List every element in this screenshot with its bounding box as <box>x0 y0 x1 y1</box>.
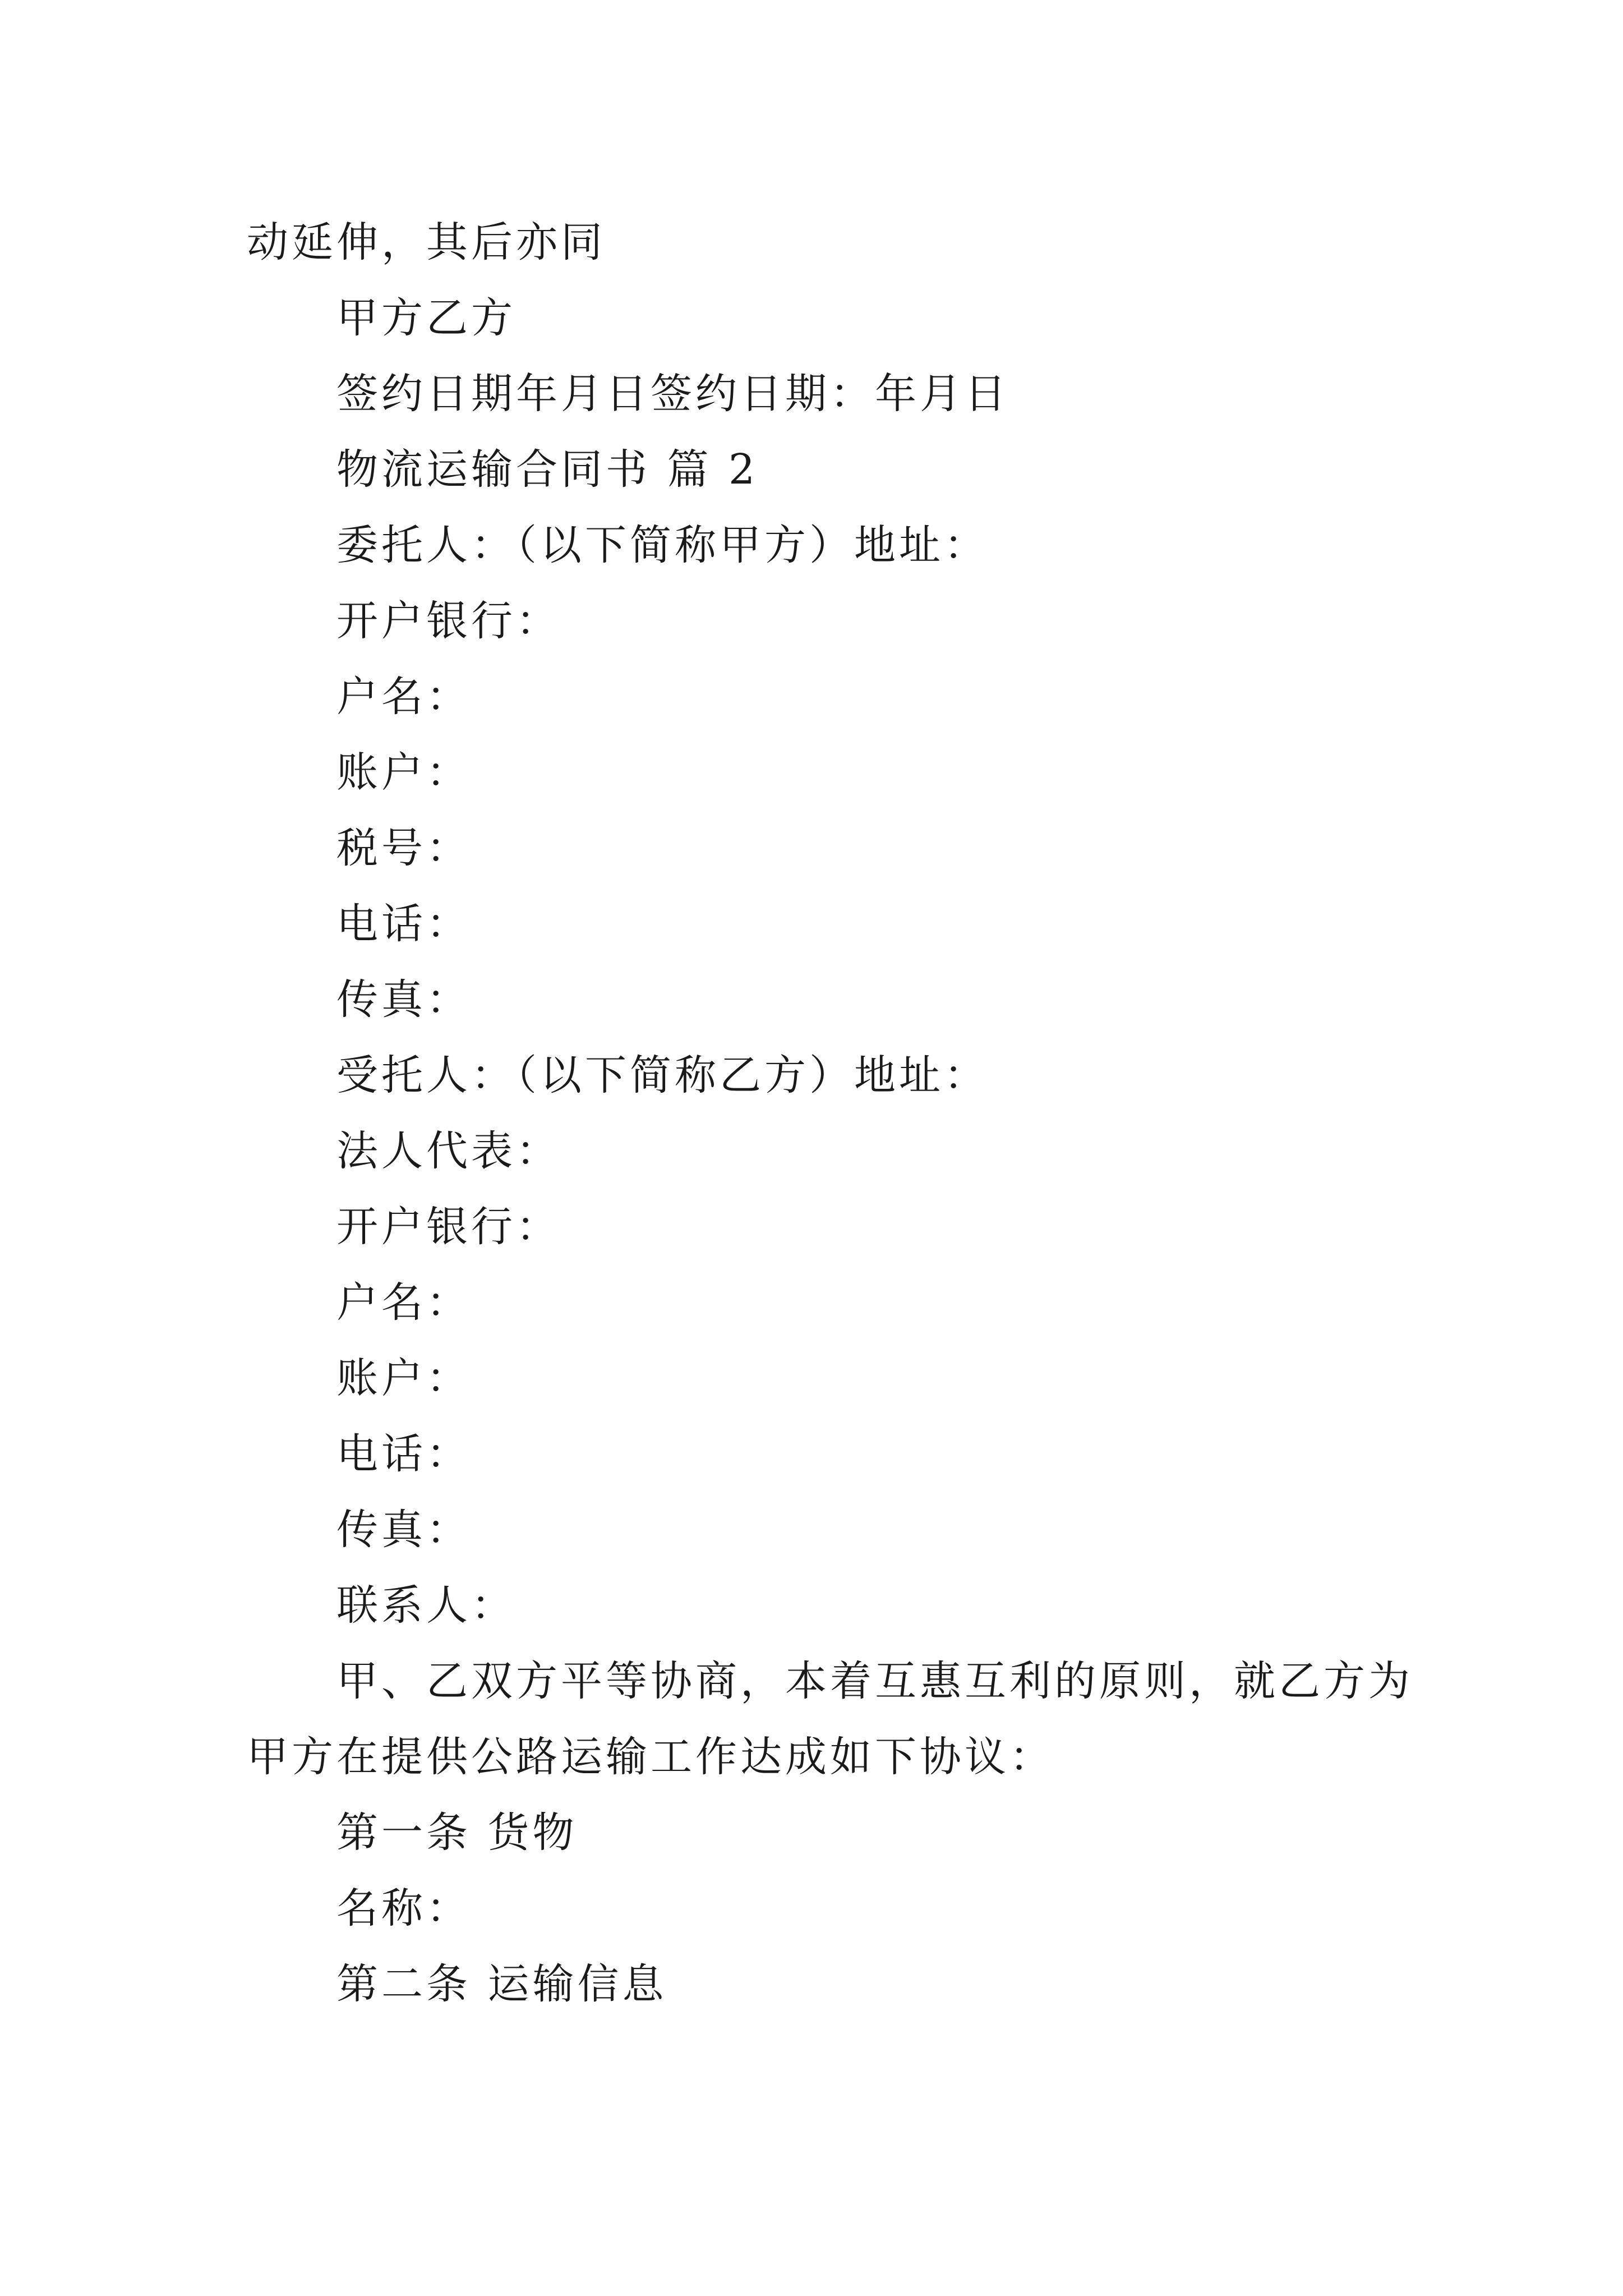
paragraph-line: 甲、乙双方平等协商，本着互惠互利的原则，就乙方为 <box>336 1657 1413 1705</box>
article-heading: 第二条 运输信息 <box>336 1960 667 2008</box>
section-title: 物流运输合同书 篇 2 <box>336 445 759 494</box>
paragraph-line: 甲方在提供公路运输工作达成如下协议： <box>247 1733 1054 1781</box>
article-heading: 第一条 货物 <box>336 1809 578 1857</box>
text-line-sign-date: 签约日期年月日签约日期：年月日 <box>336 370 1009 418</box>
text-line-trustee: 受托人：（以下简称乙方）地址： <box>336 1051 989 1099</box>
text-line-phone: 电话： <box>336 1430 471 1478</box>
text-line-bank: 开户银行： <box>336 597 561 645</box>
text-line-legal-rep: 法人代表： <box>336 1127 561 1175</box>
text-line-account: 账户： <box>336 748 471 797</box>
text-line-account: 账户： <box>336 1354 471 1402</box>
text-line-fax: 传真： <box>336 1506 471 1554</box>
text-line-continuation: 动延伸，其后亦同 <box>247 218 606 266</box>
text-line-account-name: 户名： <box>336 673 471 721</box>
text-line-name: 名称： <box>336 1884 471 1932</box>
text-line-parties: 甲方乙方 <box>336 294 516 342</box>
text-line-account-name: 户名： <box>336 1278 471 1327</box>
text-line-tax-id: 税号： <box>336 824 471 872</box>
text-line-phone: 电话： <box>336 900 471 948</box>
text-line-client: 委托人：（以下简称甲方）地址： <box>336 521 989 569</box>
text-line-contact: 联系人： <box>336 1581 516 1630</box>
text-line-bank: 开户银行： <box>336 1203 561 1251</box>
text-line-fax: 传真： <box>336 976 471 1024</box>
